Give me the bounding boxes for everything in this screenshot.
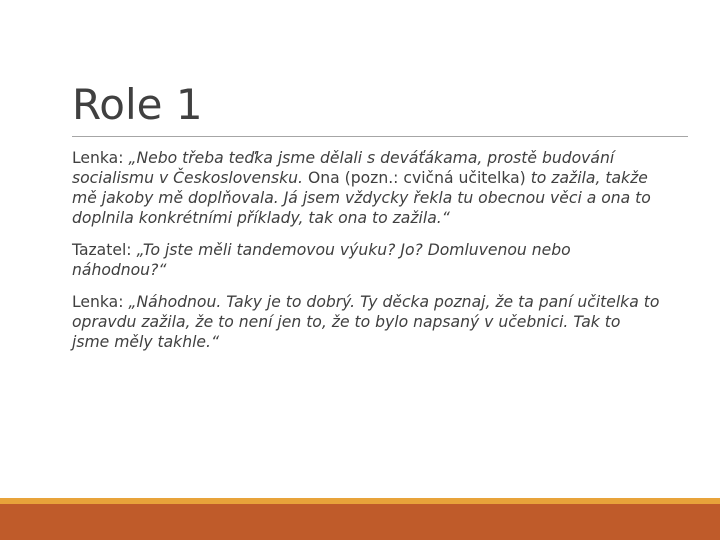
quote-text: „Náhodnou. Taky je to dobrý. Ty děcka poznaj, že ta paní učitelka to opravdu zažila, že to není jen to, že to bylo napsaný v učebnici. Tak to jsme měly takhle.“ — [72, 293, 660, 351]
speaker-label: Tazatel: — [72, 241, 137, 259]
title-divider — [72, 136, 688, 137]
speaker-label: Lenka: — [72, 293, 129, 311]
quote-text: „Nebo třeba teďka jsme dělali s deváťákama, prostě budování socialismu v Československu. — [72, 149, 615, 187]
paragraph-lenka-1 — [72, 148, 662, 228]
paragraph-lenka-2 — [72, 292, 662, 352]
speaker-label: Lenka: — [72, 149, 129, 167]
slide-body — [72, 148, 662, 364]
paragraph-tazatel — [72, 240, 662, 280]
quote-text-continued: to zažila, takže mě jakoby mě doplňovala. Já jsem vždycky řekla tu obecnou věci a ona to doplnila konkrétními příklady, tak ona to zažila.“ — [72, 169, 651, 227]
quote-text: „To jste měli tandemovou výuku? Jo? Domluvenou nebo náhodnou?“ — [72, 241, 571, 279]
slide-title: Role 1 — [72, 80, 203, 129]
note-text: Ona (pozn.: cvičná učitelka) — [307, 169, 526, 187]
footer-band — [0, 504, 720, 540]
